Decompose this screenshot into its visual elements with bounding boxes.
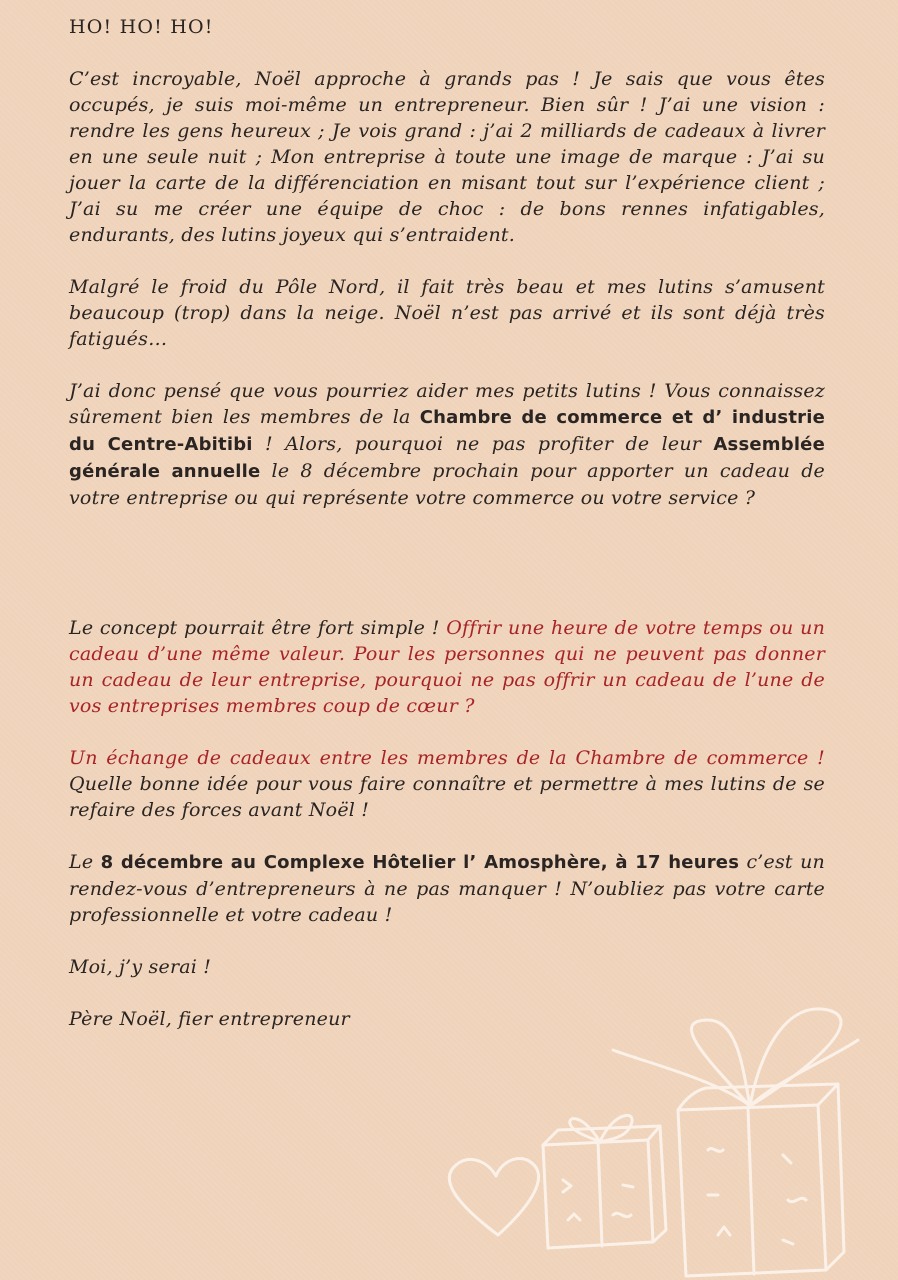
paragraph-exchange (69, 745, 825, 823)
heart-outline-icon (449, 1159, 538, 1235)
exchange-text: Quelle bonne idée pour vous faire connaître et permettre à mes lutins de se refaire des forces avant Noël ! (69, 773, 825, 821)
concept-text: Le concept pourrait être fort simple ! (69, 617, 447, 639)
gift-decoration-icon (438, 980, 898, 1280)
greeting: HO! HO! HO! (69, 16, 214, 38)
invitation-text-2: ! Alors, pourquoi ne pas profiter de leur (252, 433, 714, 455)
event-text-1: Le (69, 851, 101, 873)
spacer (69, 537, 825, 615)
signature: Père Noël, fier entrepreneur (69, 1008, 350, 1030)
chamber-name: Chambre de commerce et d’ industrie du Centre-Abitibi (69, 407, 825, 455)
exchange-highlight: Un échange de cadeaux entre les membres de la Chambre de commerce ! (69, 747, 825, 769)
invitation-text-1: J’ai donc pensé que vous pourriez aider mes petits lutins ! Vous connaissez sûrement bien les membres de la (69, 380, 825, 428)
concept-highlight: Offrir une heure de votre temps ou un cadeau d’une même valeur. Pour les personnes qui ne peuvent pas donner un cadeau de leur entreprise, pourquoi ne pas offrir un cadeau de l’une de vos entreprises membres coup de cœur ? (69, 617, 826, 717)
small-gift-icon (543, 1115, 666, 1248)
invitation-text-3: le 8 décembre prochain pour apporter un cadeau de votre entreprise ou qui représente votre commerce ou votre service ? (69, 460, 825, 509)
paragraph-north-pole: Malgré le froid du Pôle Nord, il fait très beau et mes lutins s’amusent beaucoup (trop) dans la neige. Noël n’est pas arrivé et ils sont déjà très fatigués… (69, 276, 825, 350)
paragraph-concept (69, 615, 825, 719)
paragraph-event (69, 849, 825, 928)
letter-body (69, 14, 825, 1058)
event-text-2: c’est un rendez-vous d’entrepreneurs à ne pas manquer ! N’oubliez pas votre carte professionnelle et votre cadeau ! (69, 851, 825, 926)
paragraph-intro: C’est incroyable, Noël approche à grands pas ! Je sais que vous êtes occupés, je suis moi-même un entrepreneur. Bien sûr ! J’ai une vision : rendre les gens heureux ; Je vois grand : j’ai 2 milliards de cadeaux à livrer en une seule nuit ; Mon entreprise à toute une image de marque : J’ai su jouer la carte de la différenciation en misant tout sur l’expérience client ; J’ai su me créer une équipe de choc : de bons rennes infatigables, endurants, des lutins joyeux qui s’entraident. (69, 68, 825, 246)
closing-line: Moi, j’y serai ! (69, 956, 212, 978)
large-gift-icon (613, 1009, 858, 1276)
assembly-name: Assemblée générale annuelle (69, 434, 825, 482)
paragraph-invitation (69, 378, 825, 511)
event-details: 8 décembre au Complexe Hôtelier l’ Amosphère, à 17 heures (100, 852, 740, 873)
